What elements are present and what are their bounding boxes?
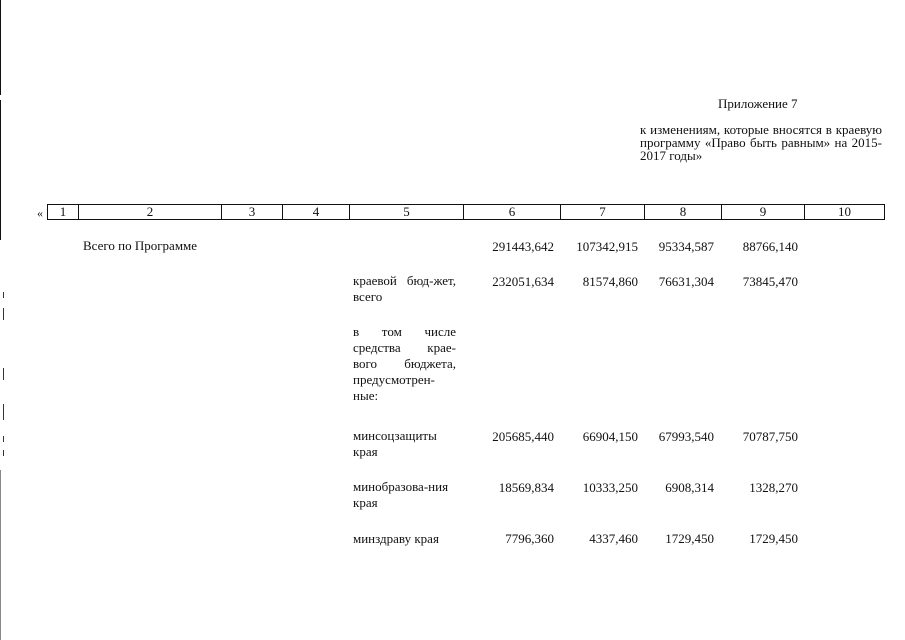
row-total-col6: 291443,642: [492, 239, 554, 254]
header-cell-5: 5: [349, 205, 463, 219]
header-cell-1: 1: [59, 204, 67, 219]
row-total-col8: 95334,587: [658, 239, 714, 254]
header-cell-2: 2: [78, 205, 221, 219]
scan-tick-mark: [3, 292, 4, 298]
table-quote-mark: «: [37, 206, 43, 220]
header-cell-8: 8: [644, 205, 721, 219]
row-regional-budget-col8: 76631,304: [658, 274, 714, 289]
row-total-col7: 107342,915: [576, 239, 638, 254]
row-education-ministry-col6: 18569,834: [498, 480, 554, 495]
row-including-label: в том числе средства крае-вого бюджета, предусмотрен-ные:: [353, 324, 456, 403]
row-health-ministry-col9: 1729,450: [749, 531, 798, 546]
table-header-row: [47, 204, 885, 220]
row-social-ministry-col6: 205685,440: [492, 429, 554, 444]
header-cell-3: 3: [221, 205, 282, 219]
scan-tick-mark: [3, 308, 4, 320]
row-health-ministry-col6: 7796,360: [505, 531, 554, 546]
row-total-col9: 88766,140: [742, 239, 798, 254]
appendix-title: Приложение 7: [718, 96, 798, 111]
header-cell-7: 7: [560, 205, 644, 219]
row-health-ministry-col7: 4337,460: [589, 531, 638, 546]
scan-tick-mark: [3, 404, 4, 420]
row-education-ministry-col7: 10333,250: [582, 480, 638, 495]
row-social-ministry-col9: 70787,750: [742, 429, 798, 444]
header-cell-9: 9: [721, 205, 804, 219]
row-health-ministry-col8: 1729,450: [665, 531, 714, 546]
row-health-ministry-label: минздраву края: [353, 531, 439, 546]
scan-edge-line: [0, 0, 1, 95]
appendix-subtitle: к изменениям, которые вносятся в краевую программу «Право быть равным» на 2015-2017 годы»: [640, 122, 882, 163]
scan-edge-line: [0, 100, 1, 240]
scan-edge-line: [0, 470, 1, 640]
row-education-ministry-col8: 6908,314: [665, 480, 714, 495]
header-cell-6: 6: [463, 205, 560, 219]
row-regional-budget-col6: 232051,634: [492, 274, 554, 289]
row-social-ministry-col7: 66904,150: [582, 429, 638, 444]
scan-tick-mark: [3, 436, 4, 442]
row-social-ministry-label: минсоцзащиты края: [353, 428, 437, 459]
row-regional-budget-col7: 81574,860: [582, 274, 638, 289]
header-cell-10: 10: [804, 205, 884, 219]
row-social-ministry-col8: 67993,540: [658, 429, 714, 444]
scan-tick-mark: [3, 450, 4, 456]
row-education-ministry-col9: 1328,270: [749, 480, 798, 495]
scan-tick-mark: [3, 368, 4, 380]
row-total-label: Всего по Программе: [83, 238, 198, 253]
row-education-ministry-label: минобразова-ния края: [353, 479, 449, 510]
row-regional-budget-col9: 73845,470: [742, 274, 798, 289]
row-regional-budget-label: краевой бюд-жет, всего: [353, 273, 456, 304]
header-cell-4: 4: [282, 205, 349, 219]
